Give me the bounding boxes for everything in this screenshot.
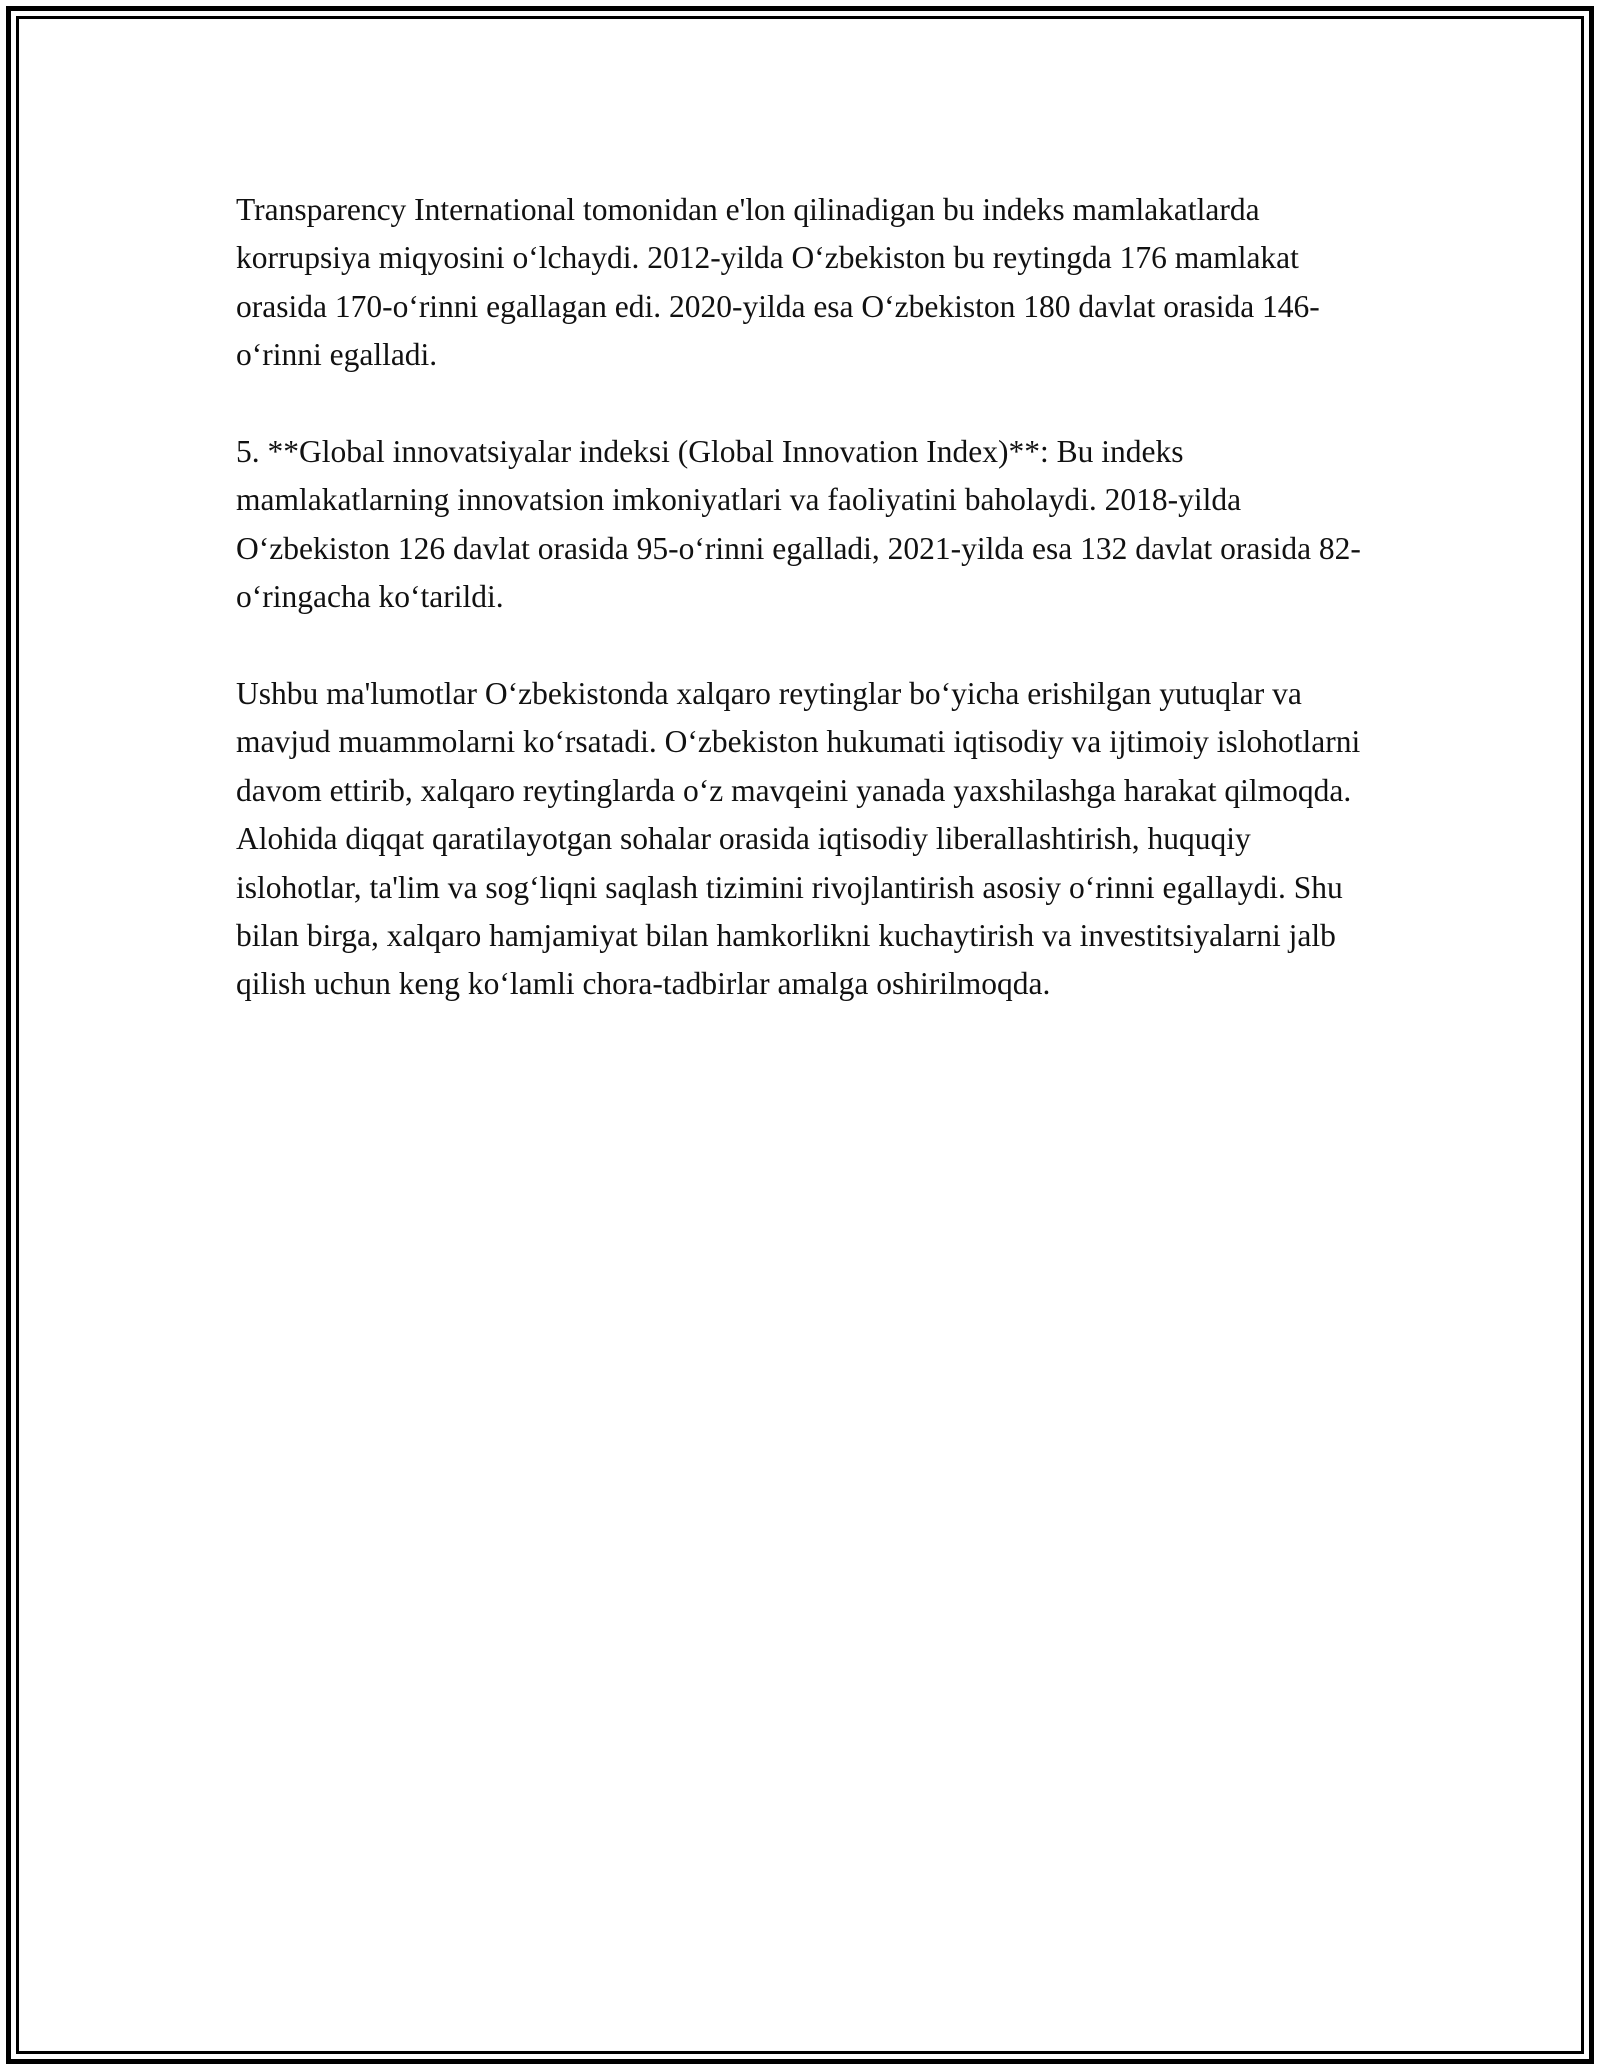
paragraph-corruption-index: Transparency International tomonidan e'lon qilinadigan bu indeks mamlakatlarda korrupsiya miqyosini o‘lchaydi. 2012-yilda O‘zbekiston bu reytingda 176 mamlakat orasida 170-o‘rinni egallagan edi. 2020-yilda esa O‘zbekiston 180 davlat orasida 146-o‘rinni egalladi. (236, 192, 1320, 373)
document-body (236, 186, 1366, 1057)
paragraph-global-innovation-index: 5. **Global innovatsiyalar indeksi (Global Innovation Index)**: Bu indeks mamlakatlarning innovatsion imkoniyatlari va faoliyatini baholaydi. 2018-yilda O‘zbekiston 126 davlat orasida 95-o‘rinni egalladi, 2021-yilda esa 132 davlat orasida 82-o‘ringacha ko‘tarildi. (236, 434, 1361, 615)
paragraph-summary: Ushbu ma'lumotlar O‘zbekistonda xalqaro reytinglar bo‘yicha erishilgan yutuqlar va mavjud muammolarni ko‘rsatadi. O‘zbekiston hukumati iqtisodiy va ijtimoiy islohotlarni davom ettirib, xalqaro reytinglarda o‘z mavqeini yanada yaxshilashga harakat qilmoqda. Alohida diqqat qaratilayotgan sohalar orasida iqtisodiy liberallashtirish, huquqiy islohotlar, ta'lim va sog‘liqni saqlash tizimini rivojlantirish asosiy o‘rinni egallaydi. Shu bilan birga, xalqaro hamjamiyat bilan hamkorlikni kuchaytirish va investitsiyalarni jalb qilish uchun keng ko‘lamli chora-tadbirlar amalga oshirilmoqda. (236, 676, 1361, 1002)
